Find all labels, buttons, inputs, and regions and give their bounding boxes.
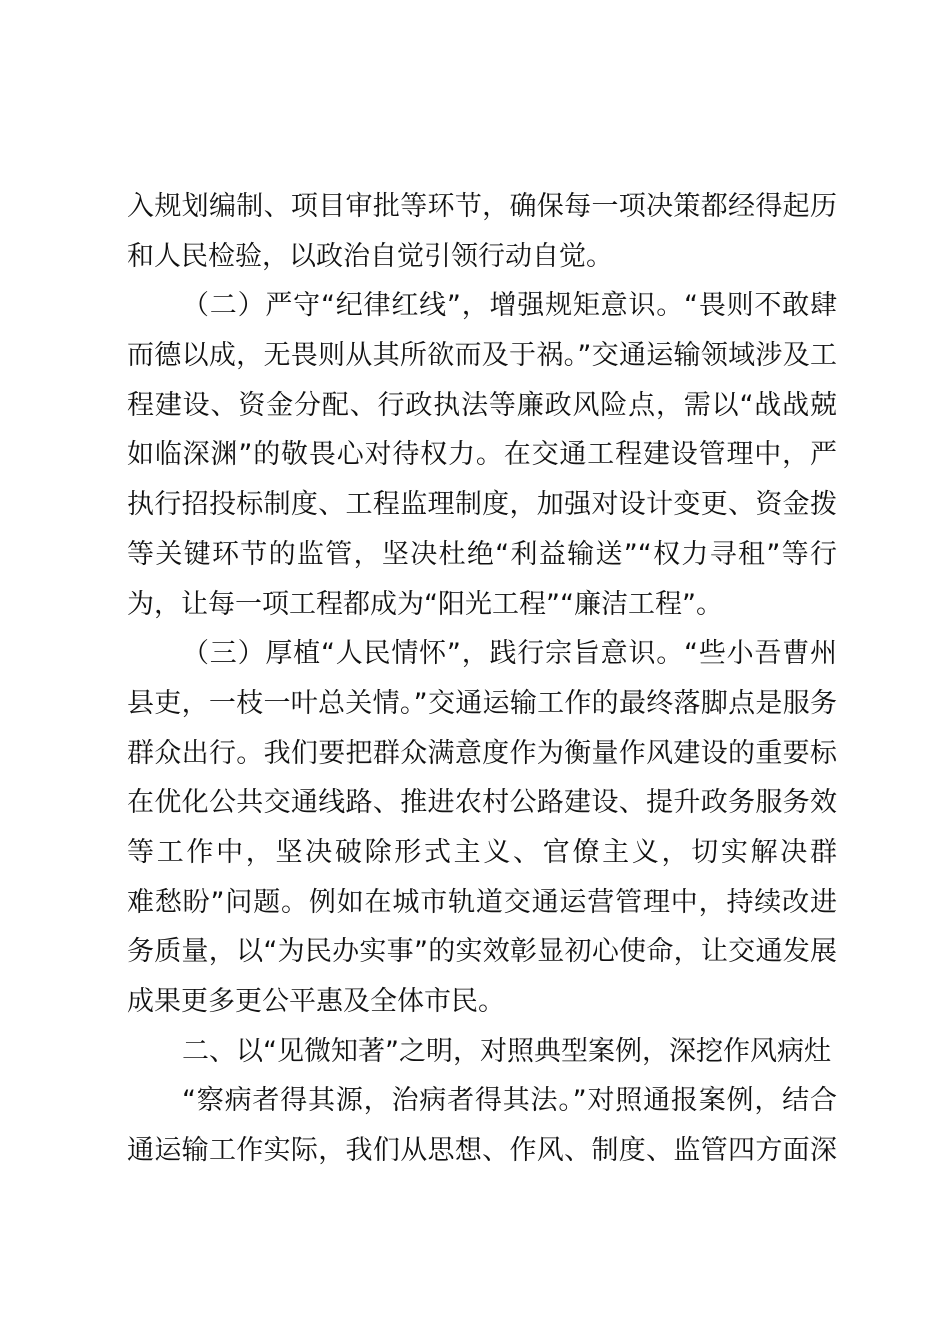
- text-line: 务质量，以“为民办实事”的实效彰显初心使命，让交通发展: [127, 936, 837, 968]
- text-line: 等工作中，坚决破除形式主义、官僚主义，切实解决群: [127, 836, 837, 868]
- text-line: 县吏，一枝一叶总关情。”交通运输工作的最终落脚点是服务: [127, 687, 837, 719]
- text-line: 而德以成，无畏则从其所欲而及于祸。”交通运输领域涉及工: [127, 340, 837, 372]
- section-heading-line: （三）厚植“人民情怀”，践行宗旨意识。“些小吾曹州: [182, 638, 837, 670]
- text-line: 难愁盼”问题。例如在城市轨道交通运营管理中，持续改进: [127, 886, 837, 918]
- text-line: 执行招投标制度、工程监理制度，加强对设计变更、资金拨: [127, 489, 837, 521]
- text-line: “察病者得其源，治病者得其法。”对照通报案例，结合: [182, 1085, 837, 1117]
- text-line: 和人民检验，以政治自觉引领行动自觉。: [127, 240, 613, 272]
- text-line: 入规划编制、项目审批等环节，确保每一项决策都经得起历: [127, 191, 837, 222]
- text-line: 在优化公共交通线路、推进农村公路建设、提升政务服务效: [127, 787, 837, 819]
- text-line: 成果更多更公平惠及全体市民。: [127, 986, 505, 1017]
- text-line: 群众出行。我们要把群众满意度作为衡量作风建设的重要标: [127, 737, 837, 769]
- text-line: 为，让每一项工程都成为“阳光工程”“廉洁工程”。: [127, 588, 723, 620]
- text-line: 通运输工作实际，我们从思想、作风、制度、监管四方面深: [127, 1135, 837, 1167]
- text-line: 如临深渊”的敬畏心对待权力。在交通工程建设管理中，严: [127, 439, 837, 471]
- text-line: 程建设、资金分配、行政执法等廉政风险点，需以“战战兢: [127, 389, 837, 421]
- text-line: 等关键环节的监管，坚决杜绝“利益输送”“权力寻租”等行: [127, 538, 837, 570]
- chapter-heading: 二、以“见微知著”之明，对照典型案例，深挖作风病灶: [182, 1035, 831, 1067]
- section-heading-line: （二）严守“纪律红线”，增强规矩意识。“畏则不敢肆: [182, 290, 837, 322]
- body-text: [127, 182, 837, 1176]
